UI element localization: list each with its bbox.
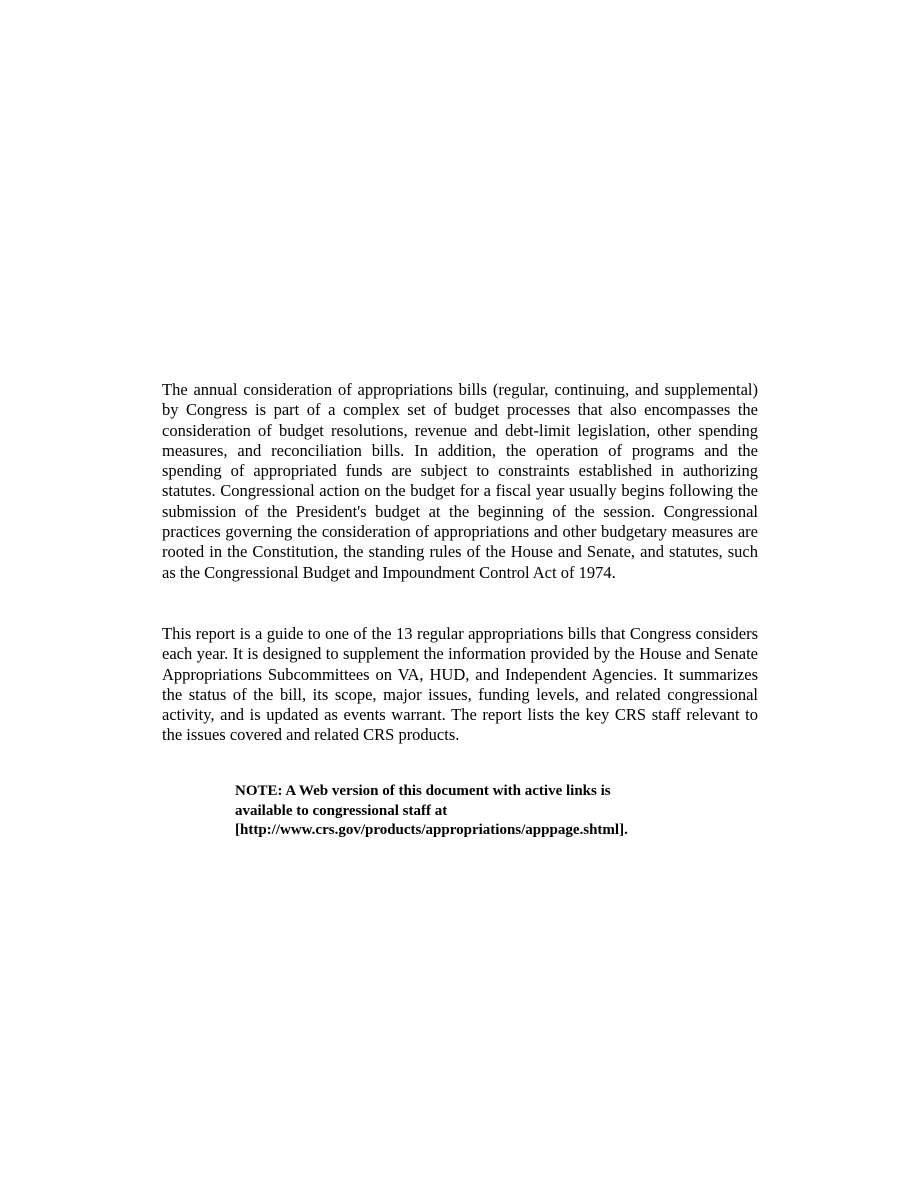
note-line-1: NOTE: A Web version of this document with active links is xyxy=(235,783,611,799)
report-description-paragraph: This report is a guide to one of the 13 regular appropriations bills that Congress considers each year. It is designed to supplement the information provided by the House and Senate Appropriations Subcommittees on VA, HUD, and Independent Agencies. It summarizes the status of the bill, its scope, major issues, funding levels, and related congressional activity, and is updated as events warrant. The report lists the key CRS staff relevant to the issues covered and related CRS products. xyxy=(162,624,758,745)
note-line-2: available to congressional staff at xyxy=(235,802,448,819)
web-version-note xyxy=(235,782,705,841)
intro-paragraph: The annual consideration of appropriations bills (regular, continuing, and supplemental) by Congress is part of a complex set of budget processes that also encompasses the consideration of budget resolutions, revenue and debt-limit legislation, other spending measures, and reconciliation bills. In addition, the operation of programs and the spending of appropriated funds are subject to constraints established in authorizing statutes. Congressional action on the budget for a fiscal year usually begins following the submission of the President's budget at the beginning of the session. Congressional practices governing the consideration of appropriations and other budgetary measures are rooted in the Constitution, the standing rules of the House and Senate, and statutes, such as the Congressional Budget and Impoundment Control Act of 1974. xyxy=(162,380,758,582)
note-url-line: [http://www.crs.gov/products/appropriations/apppage.shtml]. xyxy=(235,822,628,838)
